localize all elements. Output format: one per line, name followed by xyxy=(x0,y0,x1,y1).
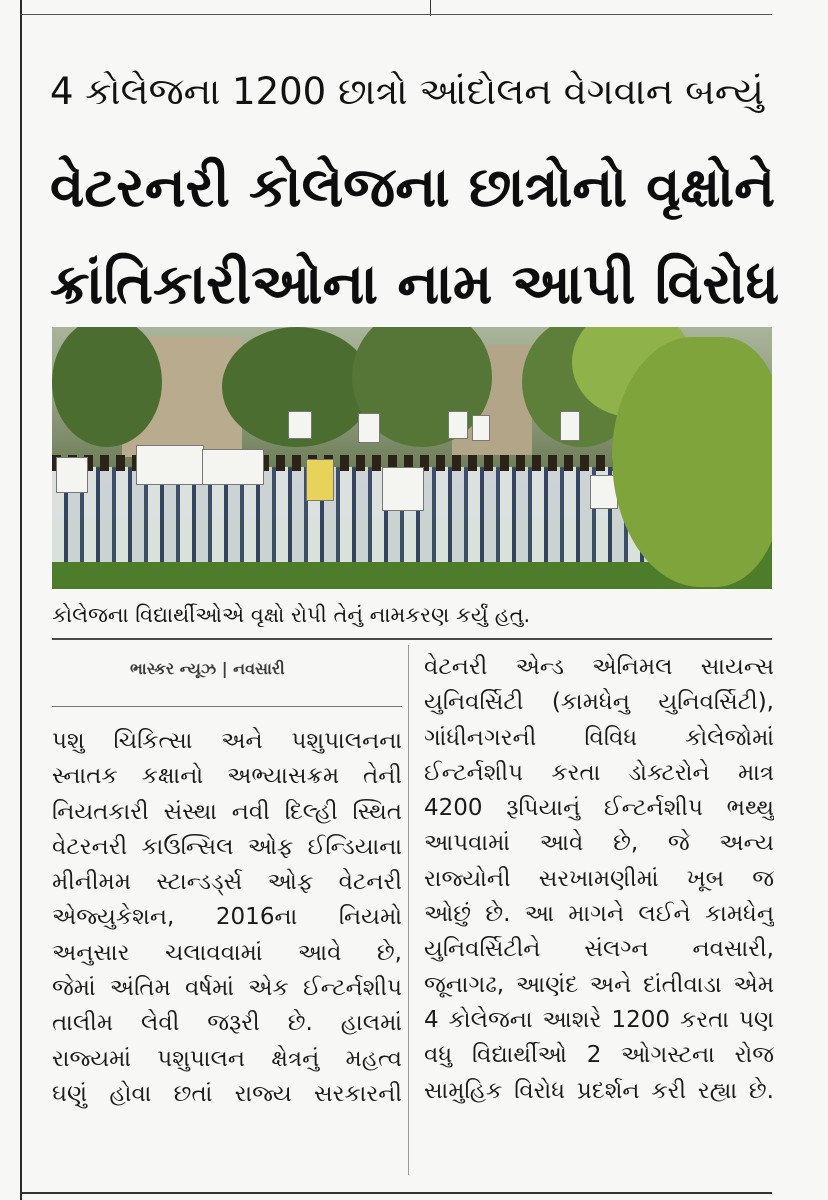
body-text-line: જેમાં અંતિમ વર્ષમાં એક ઈન્ટર્નશીપ xyxy=(52,975,402,1002)
protest-sign xyxy=(358,413,380,443)
body-text-line: જૂનાગઢ, આણંદ અને દાંતીવાડા એમ xyxy=(424,971,774,998)
body-text-line: રાજ્યોની સરખામણીમાં ખૂબ જ xyxy=(424,865,774,892)
body-text-line: 4 કોલેજના આશરે 1200 કરતા પણ xyxy=(424,1006,774,1033)
body-text-line: ઈન્ટર્નશીપ કરતા ડોક્ટરોને માત્ર xyxy=(424,759,774,786)
body-column-left xyxy=(52,724,402,1112)
byline-rule xyxy=(52,706,402,707)
bottom-border-rule xyxy=(20,1192,772,1194)
protest-sign xyxy=(448,411,468,439)
body-text-line: ઘણું હોવા છતાં રાજ્ય સરકારની xyxy=(52,1080,402,1107)
protest-photo xyxy=(52,327,772,589)
body-text-line: વેટનરી એન્ડ એનિમલ સાયન્સ xyxy=(424,654,774,680)
protest-sign xyxy=(136,445,204,485)
main-headline-line-1: વેટરનરી કોલેજના છાત્રોનો વૃક્ષોને xyxy=(50,155,776,219)
protest-sign xyxy=(56,457,88,493)
body-text-line: સામુહિક વિરોધ પ્રદર્શન કરી રહ્યા છે. xyxy=(424,1077,774,1104)
body-text-line: વેટરનરી કાઉન્સિલ ઓફ ઈન્ડિયાના xyxy=(52,833,402,860)
byline: ભાસ્કર ન્યૂઝ | નવસારી xyxy=(130,659,285,678)
caption-rule xyxy=(52,638,772,640)
body-text-line: એજ્યુકેશન, 2016ના નિયમો xyxy=(52,904,402,931)
protest-sign xyxy=(560,411,580,441)
protest-sign xyxy=(306,459,334,501)
photo-caption: કોલેજના વિદ્યાર્થીઓએ વૃક્ષો રોપી તેનું નામકરણ કર્યું હતુ. xyxy=(52,603,531,627)
body-column-right xyxy=(424,650,774,1109)
protest-sign xyxy=(472,415,490,441)
main-headline-line-2: ક્રાંતિકારીઓના નામ આપી વિરોધ xyxy=(50,252,780,317)
body-text-line: ગાંધીનગરની વિવિધ કોલેજોમાં xyxy=(424,724,774,751)
body-text-line: નિયતકારી સંસ્થા નવી દિલ્હી સ્થિત xyxy=(52,798,402,825)
body-text-line: વધુ વિદ્યાર્થીઓ 2 ઓગસ્ટના રોજ xyxy=(424,1042,774,1069)
body-text-line: અનુસાર ચલાવવામાં આવે છે, xyxy=(52,939,402,966)
body-text-line: 4200 રૂપિયાનું ઈન્ટર્નશીપ ભથ્થુ xyxy=(424,795,774,822)
body-text-line: રાજ્યમાં પશુપાલન ક્ષેત્રનું મહત્વ xyxy=(52,1045,402,1072)
body-text-line: યુનિવર્સિટી (કામધેનુ યુનિવર્સિટી), xyxy=(424,689,774,716)
body-text-line: મીનીમમ સ્ટાન્ડર્ડ્સ ઓફ વેટનરી xyxy=(52,869,402,896)
body-text-line: સ્નાતક કક્ષાનો અભ્યાસક્રમ તેની xyxy=(52,763,402,790)
protest-sign xyxy=(288,411,312,439)
top-border-rule xyxy=(20,14,772,15)
body-text-line: યુનિવર્સિટીને સંલગ્ન નવસારી, xyxy=(424,936,774,963)
body-text-line: ઓછું છે. આ માગને લઈને કામધેનુ xyxy=(424,901,774,928)
body-text-line: આપવામાં આવે છે, જે અન્ય xyxy=(424,830,774,857)
protest-sign xyxy=(202,449,264,485)
column-divider xyxy=(408,645,409,1175)
protest-sign xyxy=(382,467,424,511)
body-text-line: પશુ ચિકિત્સા અને પશુપાલનના xyxy=(52,728,402,754)
left-border-rule xyxy=(20,0,22,1200)
kicker-headline: 4 કોલેજના 1200 છાત્રો આંદોલન વેગવાન બન્યું xyxy=(50,70,764,113)
body-text-line: તાલીમ લેવી જરૂરી છે. હાલમાં xyxy=(52,1010,402,1037)
